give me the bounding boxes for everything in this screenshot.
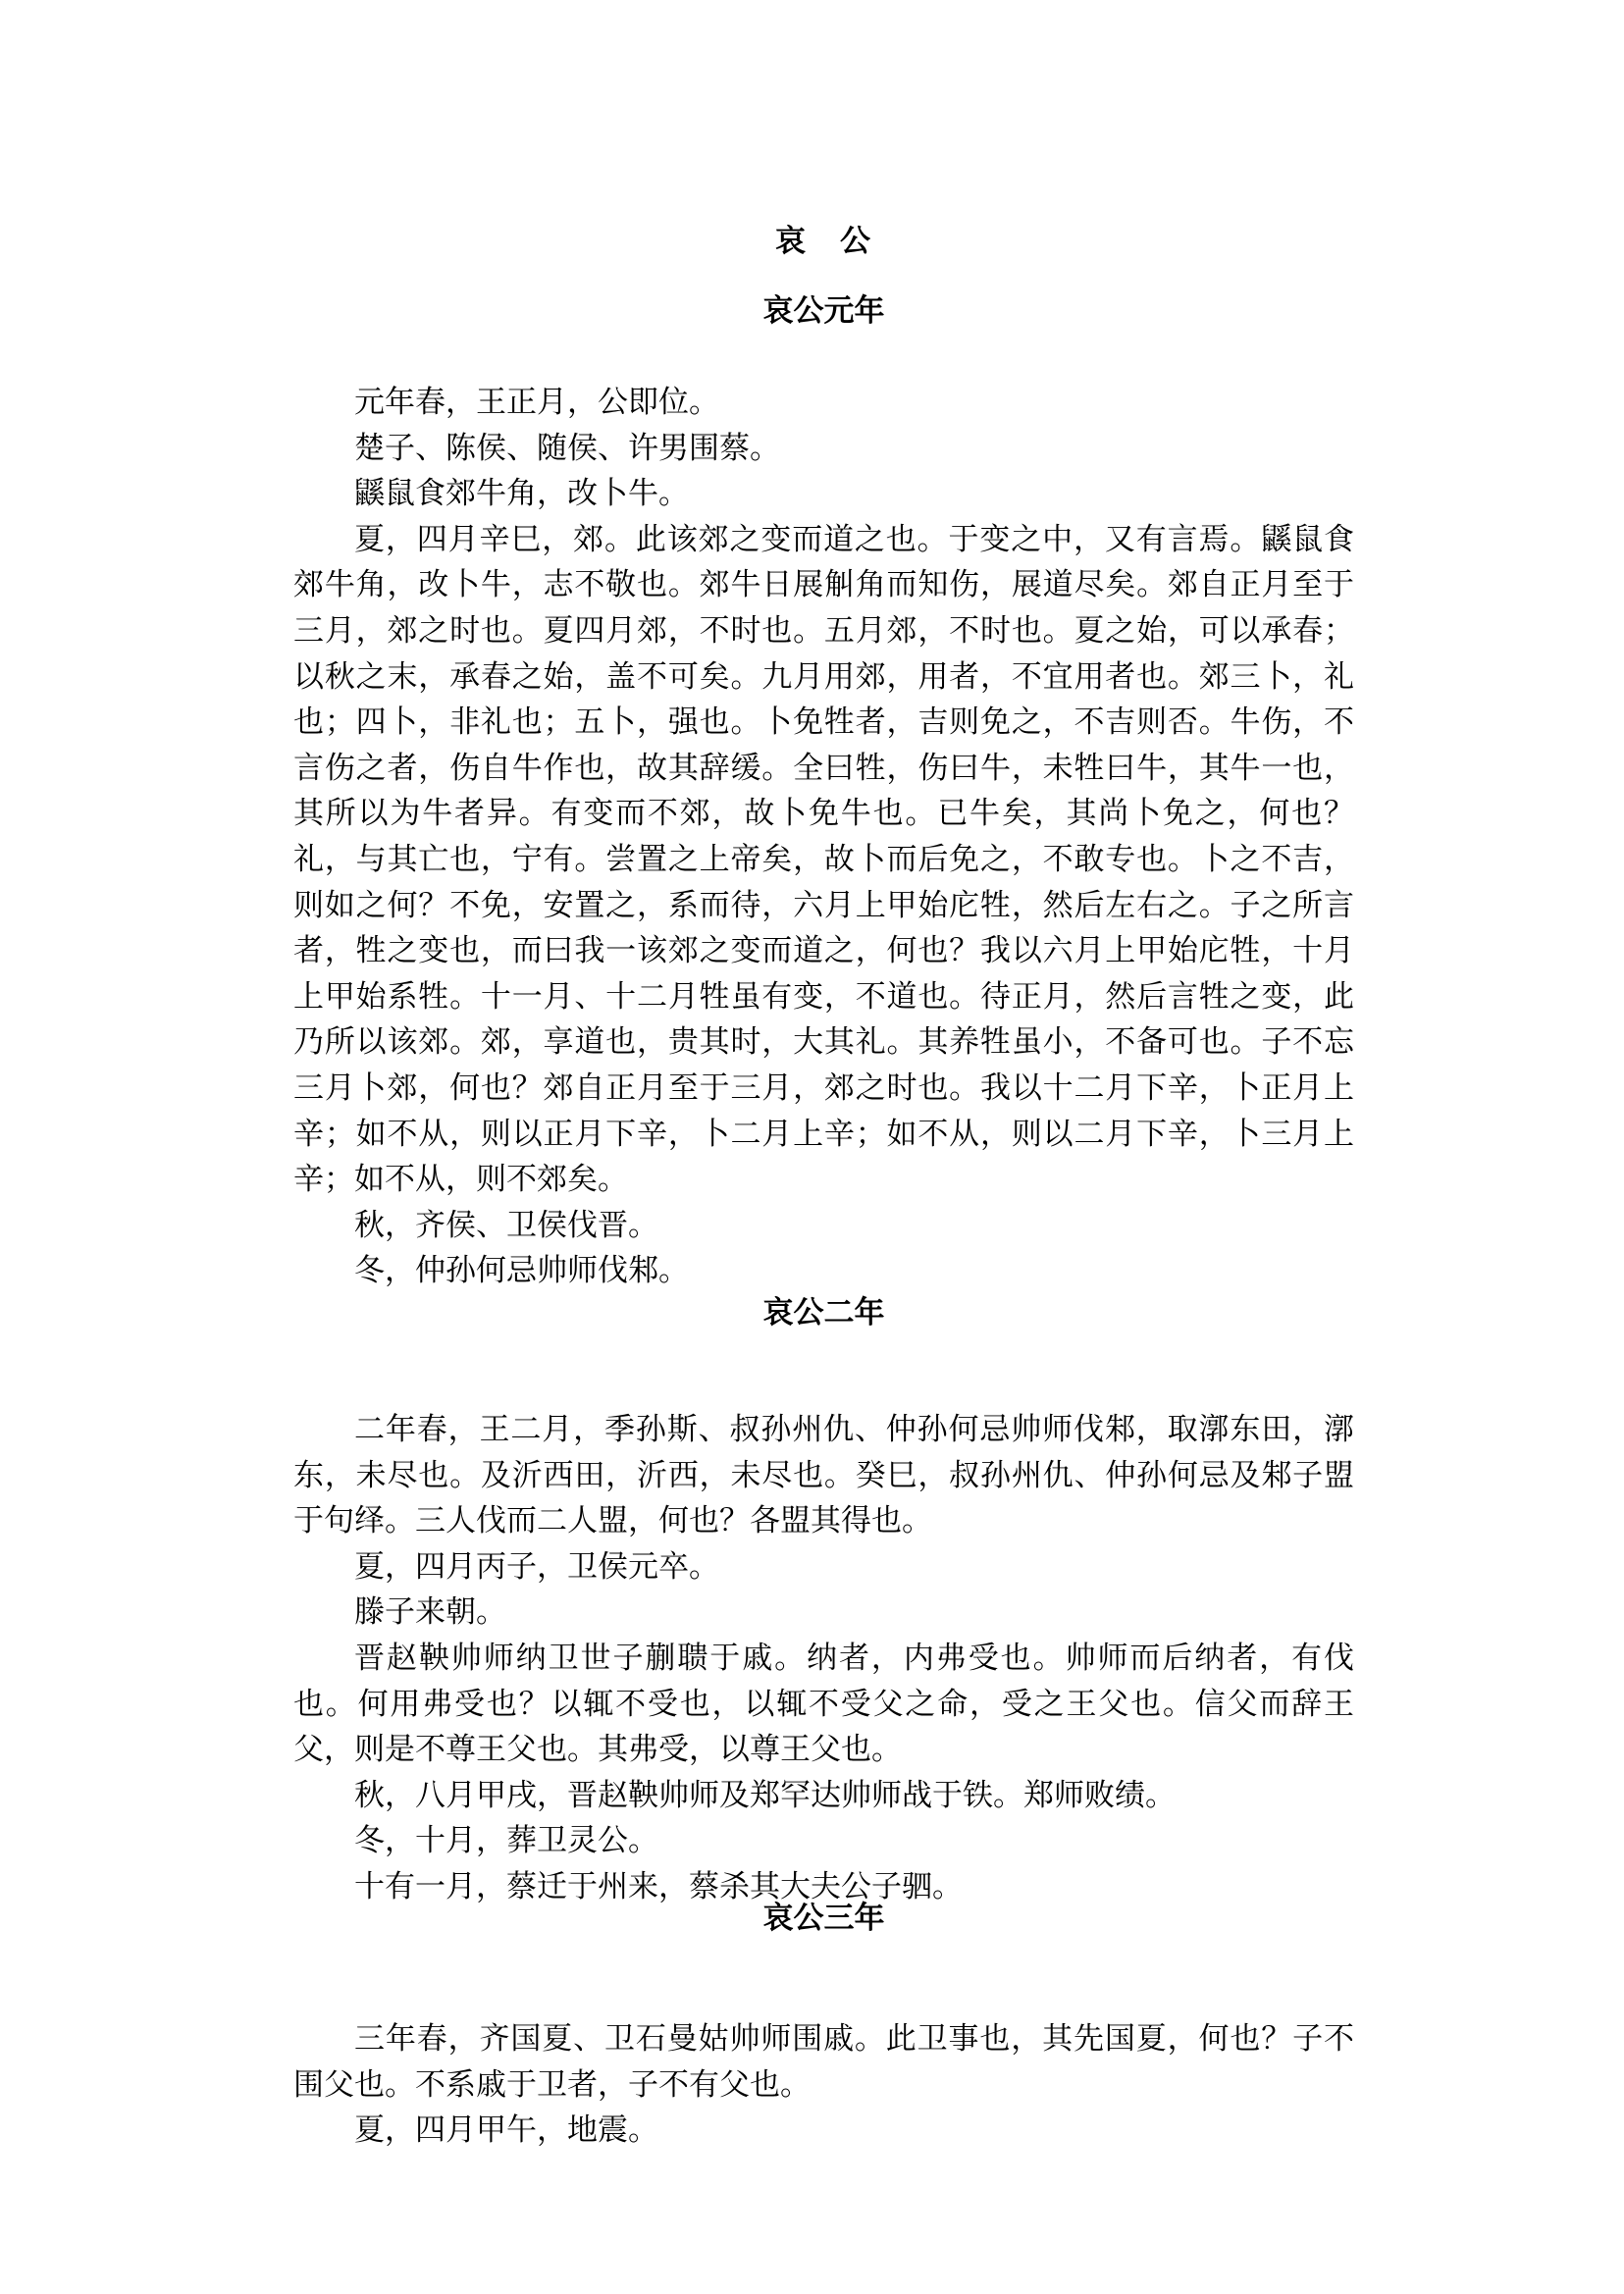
- paragraph: 夏，四月甲午，地震。: [354, 2112, 658, 2149]
- page-title: 哀 公: [775, 223, 872, 259]
- section-year-2: [293, 1291, 1354, 1910]
- paragraph: 夏，四月丙子，卫侯元卒。: [354, 1548, 719, 1585]
- section-body: [293, 1407, 1354, 1910]
- paragraph: 冬，十月，葬卫灵公。: [354, 1823, 658, 1859]
- section-heading: 哀公二年: [762, 1295, 885, 1330]
- paragraph: 十有一月，蔡迁于州来，蔡杀其大夫公子驷。: [354, 1868, 963, 1904]
- paragraph: 秋，齐侯、卫侯伐晋。: [354, 1207, 658, 1243]
- paragraph: 楚子、陈侯、随侯、许男围蔡。: [354, 430, 780, 466]
- paragraph: 夏，四月辛巳，郊。此该郊之变而道之也。于变之中，又有言焉。鼷鼠食郊牛角，改卜牛，志不敬也。郊牛日展觓角而知伤，展道尽矣。郊自正月至于三月，郊之时也。夏四月郊，不时也。五月郊，不时也。夏之始，可以承春；以秋之末，承春之始，盖不可矣。九月用郊，用者，不宜用者也。郊三卜，礼也；四卜，非礼也；五卜，强也。卜免牲者，吉则免之，不吉则否。牛伤，不言伤之者，伤自牛作也，故其辞缓。全曰牲，伤曰牛，未牲曰牛，其牛一也，其所以为牛者异。有变而不郊，故卜免牛也。已牛矣，其尚卜免之，何也？礼，与其亡也，宁有。尝置之上帝矣，故卜而后免之，不敢专也。卜之不吉，则如之何？不免，安置之，系而待，六月上甲始庀牲，然后左右之。子之所言者，牲之变也，而曰我一该郊之变而道之，何也？我以六月上甲始庀牲，十月上甲始系牲。十一月、十二月牲虽有变，不道也。待正月，然后言牲之变，此乃所以该郊。郊，享道也，贵其时，大其礼。其养牲虽小，不备可也。子不忘三月卜郊，何也？郊自正月至于三月，郊之时也。我以十二月下辛，卜正月上辛；如不从，则以正月下辛，卜二月上辛；如不从，则以二月下辛，卜三月上辛；如不从，则不郊矣。: [293, 521, 1354, 1198]
- paragraph: 滕子来朝。: [354, 1594, 506, 1631]
- section-body: [293, 380, 1354, 1294]
- paragraph: 元年春，王正月，公即位。: [354, 385, 719, 420]
- paragraph: 冬，仲孙何忌帅师伐邾。: [354, 1253, 689, 1289]
- section-heading: 哀公三年: [762, 1901, 885, 1936]
- section-year-1: [293, 289, 1354, 1294]
- paragraph: 三年春，齐国夏、卫石曼姑帅师围戚。此卫事也，其先国夏，何也？子不围父也。不系戚于卫者，子不有父也。: [293, 2021, 1354, 2103]
- section-year-3: [293, 1897, 1354, 2154]
- paragraph: 二年春，王二月，季孙斯、叔孙州仇、仲孙何忌帅师伐邾，取漷东田，漷东，未尽也。及沂西田，沂西，未尽也。癸巳，叔孙州仇、仲孙何忌及邾子盟于句绎。三人伐而二人盟，何也？各盟其得也。: [293, 1412, 1354, 1539]
- paragraph: 秋，八月甲戌，晋赵鞅帅师及郑罕达帅师战于铁。郑师败绩。: [354, 1777, 1176, 1813]
- section-heading: 哀公元年: [762, 293, 885, 329]
- paragraph: 鼷鼠食郊牛角，改卜牛。: [354, 476, 689, 512]
- paragraph: 晋赵鞅帅师纳卫世子蒯聩于戚。纳者，内弗受也。帅师而后纳者，有伐也。何用弗受也？以辄不受也，以辄不受父之命，受之王父也。信父而辞王父，则是不尊王父也。其弗受，以尊王父也。: [293, 1640, 1354, 1768]
- section-body: [293, 2016, 1354, 2154]
